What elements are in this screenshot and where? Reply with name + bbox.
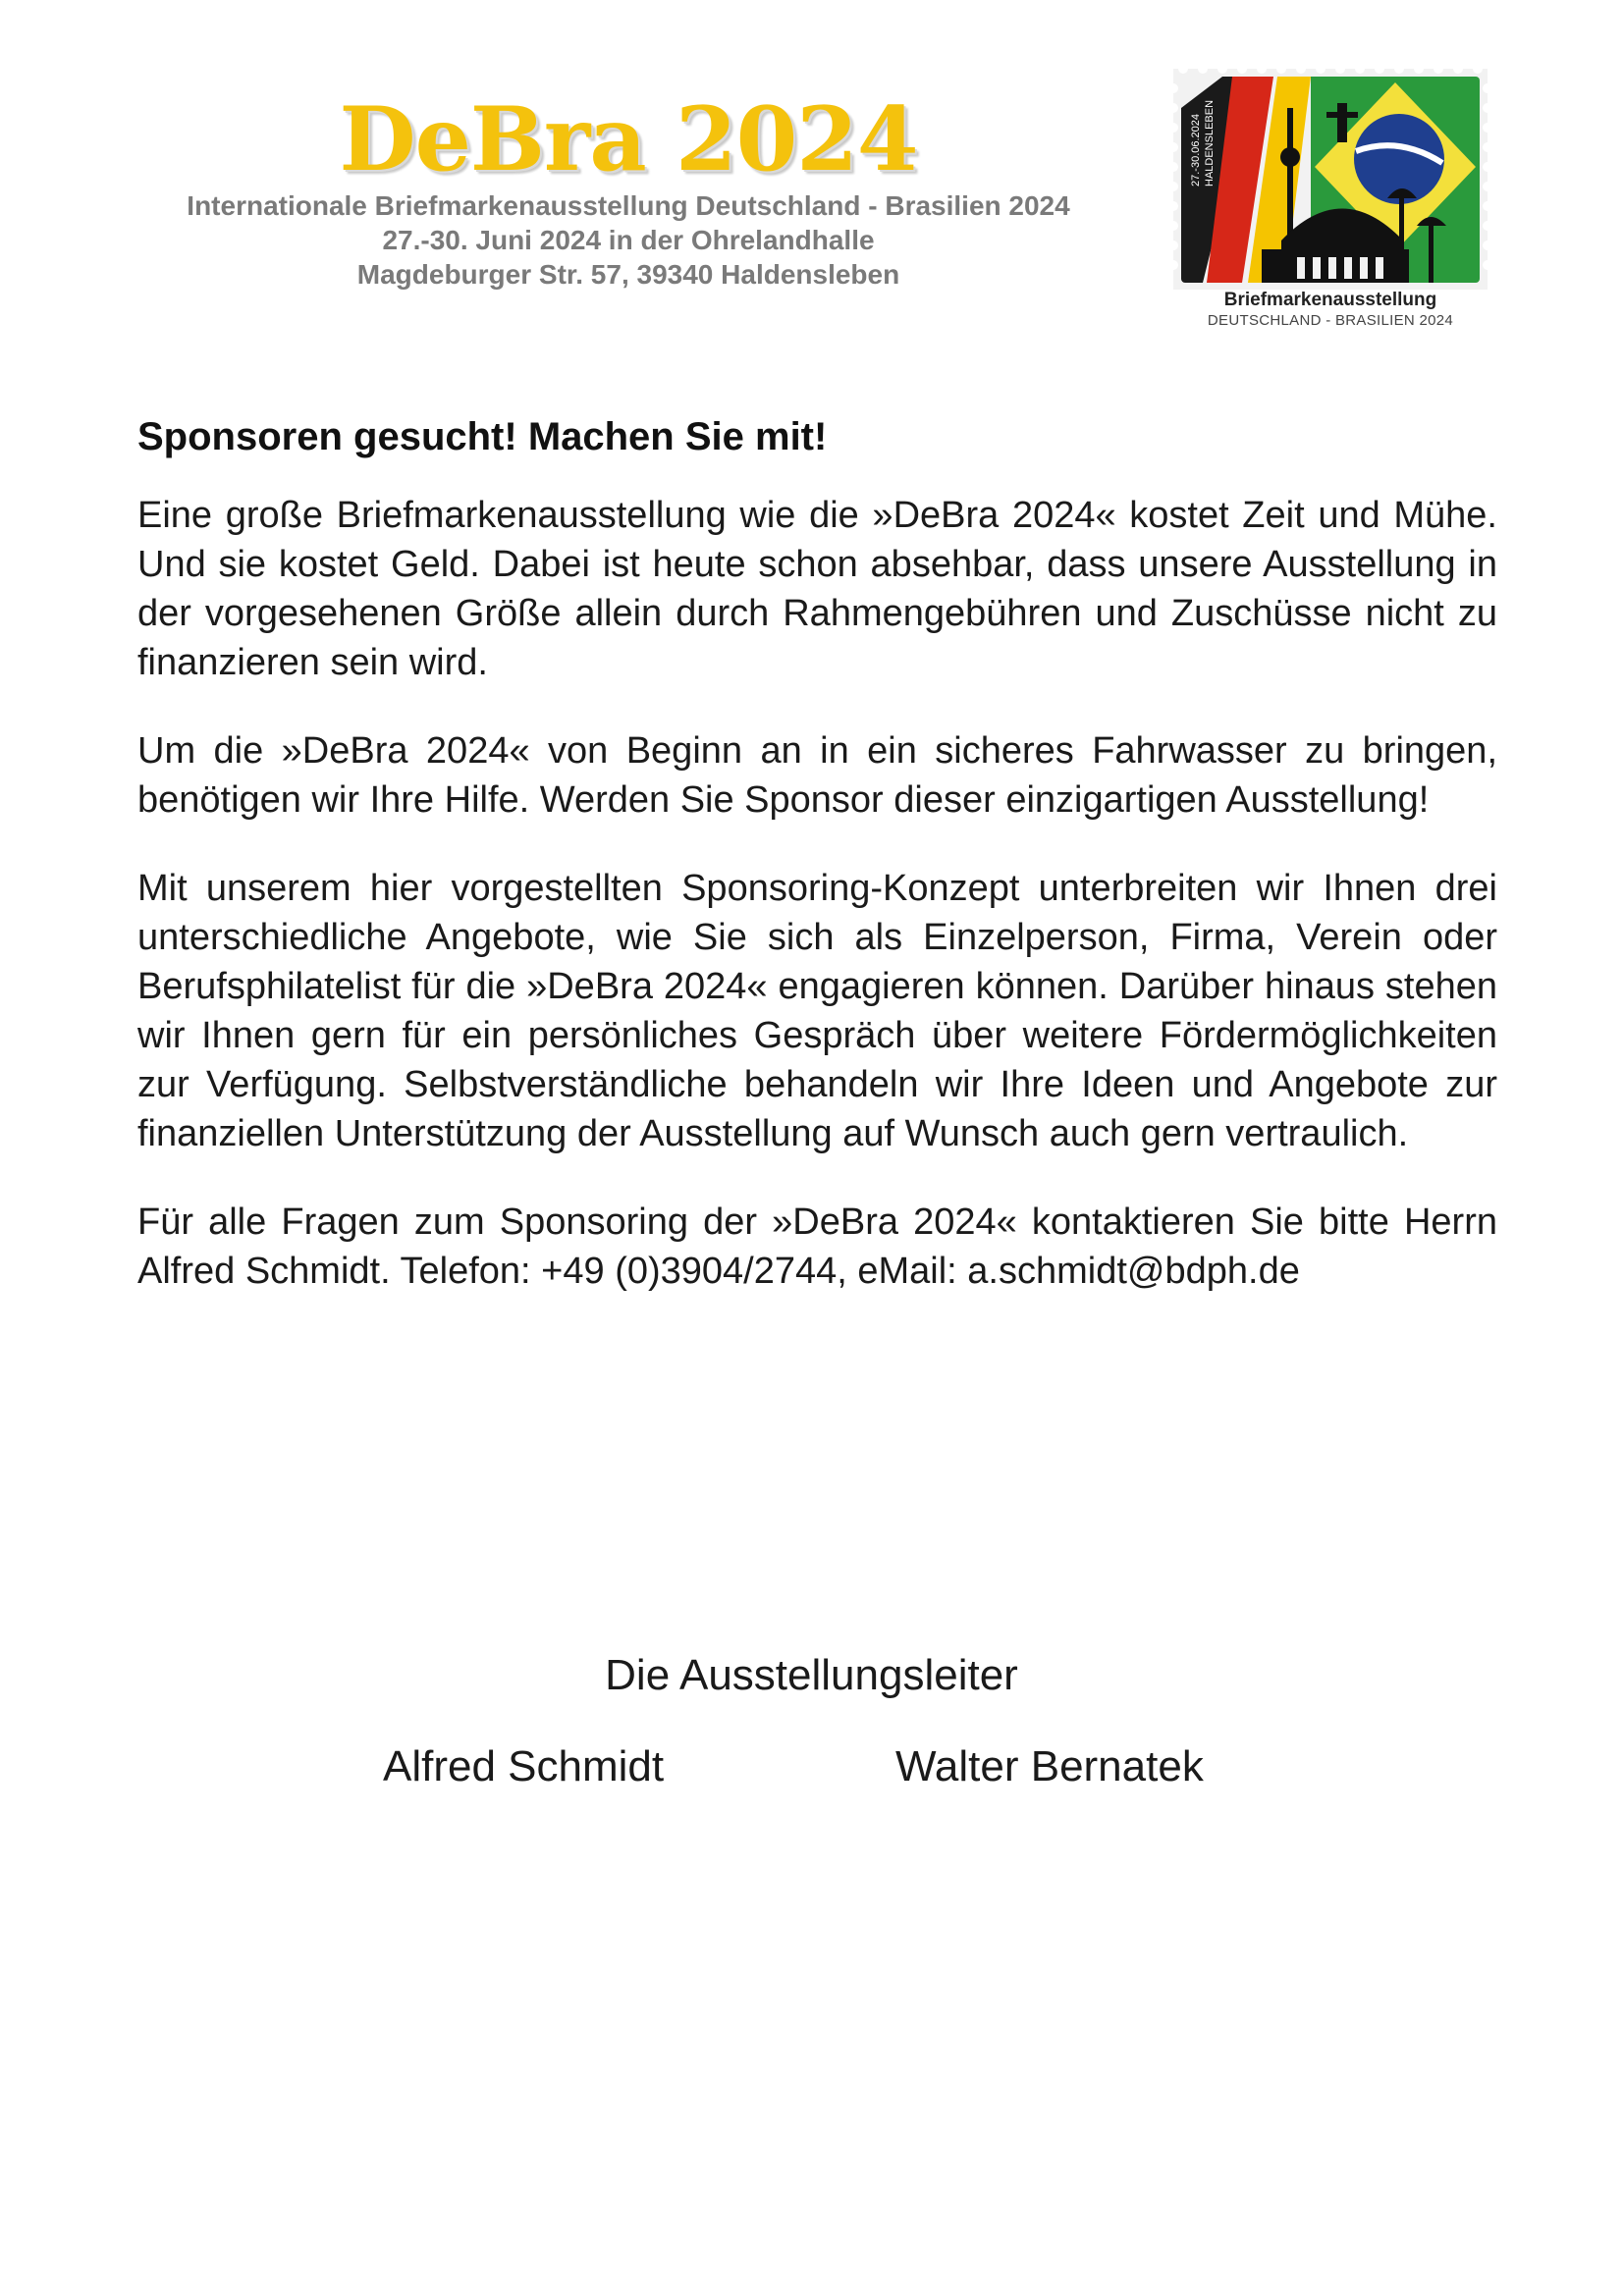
signature-title: Die Ausstellungsleiter (605, 1651, 1018, 1699)
exhibition-title: DeBra 2024 (339, 87, 918, 191)
signer-name-1: Alfred Schmidt (383, 1742, 665, 1790)
stamp-place-text: HALDENSLEBEN (1204, 99, 1216, 187)
exhibition-address: Magdeburger Str. 57, 39340 Haldensleben (356, 259, 900, 290)
paragraph: Eine große Briefmarkenausstellung wie die »DeBra 2024« kostet Zeit und Mühe. Und sie kostet Geld. Dabei ist heute schon absehbar, dass unsere Ausstellung in der vorgesehenen Größe allein durch Rahmengebühren und Zuschüsse nicht zu finanzieren sein wird. (137, 495, 1497, 683)
exhibition-subtitle: Internationale Briefmarkenausstellung Deutschland - Brasilien 2024 (187, 190, 1070, 221)
stamp-date-text: 27.-30.06.2024 (1190, 113, 1202, 187)
brand-block (137, 87, 1119, 292)
paragraph: Um die »DeBra 2024« von Beginn an in ein sicheres Fahrwasser zu bringen, benötigen wir Ihre Hilfe. Werden Sie Sponsor dieser einzigartigen Ausstellung! (137, 730, 1497, 821)
headline: Sponsoren gesucht! Machen Sie mit! (137, 415, 828, 458)
stamp-logo-image (1163, 69, 1497, 290)
paragraph: Mit unserem hier vorgestellten Sponsoring-Konzept unterbreiten wir Ihnen drei unterschiedliche Angebote, wie Sie sich als Einzelperson, Firma, Verein oder Berufsphilatelist für die »DeBra 2024« engagieren können. Darüber hinaus stehen wir Ihnen gern für ein persönliches Gespräch über weitere Fördermöglichkeiten zur Verfügung. Selbstverständliche behandeln wir Ihre Ideen und Angebote zur finanziellen Unterstützung der Ausstellung auf Wunsch auch gern vertraulich. (137, 868, 1497, 1154)
signer-name-2: Walter Bernatek (895, 1742, 1204, 1790)
exhibition-stamp-logo (1163, 69, 1497, 339)
exhibition-dates: 27.-30. Juni 2024 in der Ohrelandhalle (382, 225, 875, 255)
letter-body (137, 412, 1497, 1335)
logo-caption-title: Briefmarkenausstellung (1223, 290, 1437, 310)
letterhead (0, 0, 1623, 353)
logo-caption-subtitle: DEUTSCHLAND - BRASILIEN 2024 (1207, 312, 1454, 329)
contact-paragraph: Für alle Fragen zum Sponsoring der »DeBra 2024« kontaktieren Sie bitte Herrn Alfred Schmidt. Telefon: +49 (0)3904/2744, eMail: a.schmidt@bdph.de (137, 1201, 1497, 1292)
